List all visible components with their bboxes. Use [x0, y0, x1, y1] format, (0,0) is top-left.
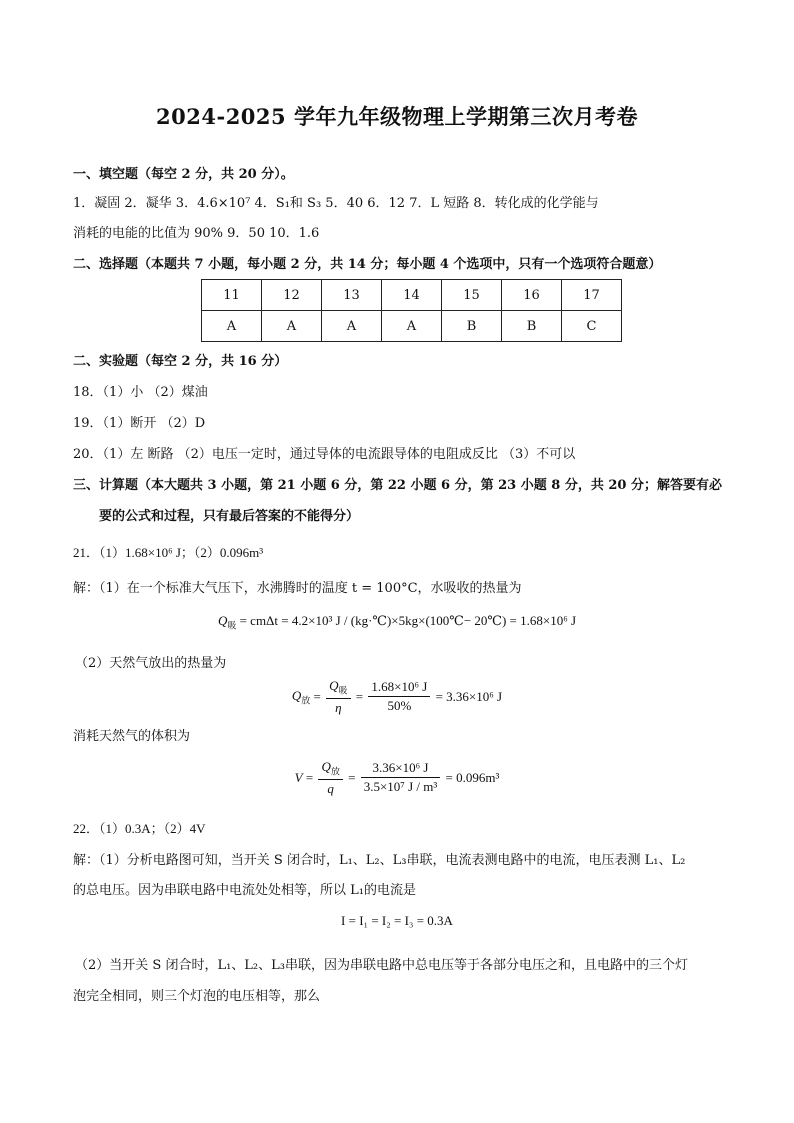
- table-cell: C: [562, 311, 622, 342]
- eq-result: = 0.096m³: [445, 769, 500, 785]
- table-cell: A: [382, 311, 442, 342]
- section-calc-heading-line-1: 三、计算题（本大题共 3 小题，第 21 小题 6 分，第 22 小题 6 分，第 23 小题 8 分，共 20 分；解答要有必: [73, 478, 722, 493]
- equation-current: I = I₁ = I₂ = I₃ = 0.3A: [341, 913, 453, 928]
- eq-rhs: = cmΔt = 4.2×10³ J / (kg·℃)×5kg×(100℃− 20℃) = 1.68×10⁶ J: [236, 613, 577, 628]
- table-cell: 11: [202, 280, 262, 311]
- eq-symbol: Q: [321, 759, 331, 774]
- table-cell: A: [262, 311, 322, 342]
- table-cell: 16: [502, 280, 562, 311]
- eq-symbol: V: [294, 769, 303, 785]
- table-cell: A: [322, 311, 382, 342]
- table-row-answers: [202, 311, 622, 342]
- eq-symbol: Q: [291, 687, 302, 703]
- equation-heat-absorbed: [0, 613, 794, 632]
- q21-solution-intro: 解：（1）在一个标准大气压下，水沸腾时的温度 t = 100°C，水吸收的热量为: [73, 581, 522, 596]
- section-experiment-heading: 二、实验题（每空 2 分，共 16 分）: [73, 354, 288, 369]
- eq-subscript: 放: [301, 695, 311, 706]
- q22-part2-line-1: （2）当开关 S 闭合时，L₁、L₂、L₃串联，因为串联电路中总电压等于各部分电压之和，且电路中的三个灯: [75, 958, 688, 973]
- table-cell: 14: [382, 280, 442, 311]
- eq-denominator: q: [327, 780, 334, 796]
- eq-symbol: Q: [329, 678, 339, 693]
- eq-symbol: Q: [217, 613, 228, 628]
- answer-q21: 21．（1）1.68×10⁶ J；（2）0.096m³: [73, 545, 264, 560]
- eq-denominator: η: [335, 699, 342, 715]
- eq-subscript: 放: [330, 766, 340, 777]
- table-cell: 15: [442, 280, 502, 311]
- answer-q18: 18．（1）小 （2）煤油: [73, 385, 208, 400]
- eq-denominator: 3.5×10⁷ J / m³: [363, 779, 438, 795]
- table-cell: 12: [262, 280, 322, 311]
- answer-q22: 22．（1）0.3A；（2）4V: [73, 821, 206, 836]
- fill-blank-answers-line-1: 1．凝固 2．凝华 3．4.6×10⁷ 4．S₁和 S₃ 5．40 6．12 7．L 短路 8．转化成的化学能与: [73, 196, 599, 211]
- page-title: 2024-2025 学年九年级物理上学期第三次月考卷: [156, 104, 638, 129]
- equation-gas-volume: V = $\frac{Q_放}{q}$ = $\frac{\text{3.36×10⁶ J}}{\text{3.5×10⁷ J / m³}}$ = 0.096m³: [294, 759, 500, 796]
- fraction: [368, 679, 430, 714]
- eq-numerator: 1.68×10⁶ J: [368, 679, 430, 697]
- eq-subscript: 吸: [227, 620, 237, 631]
- section-calc-heading-line-2: 要的公式和过程，只有最后答案的不能得分）: [99, 509, 360, 524]
- table-row-numbers: [202, 280, 622, 311]
- q22-solution-line-2: 的总电压。因为串联电路中电流处处相等，所以 L₁的电流是: [73, 883, 416, 898]
- fill-blank-answers-line-2: 消耗的电能的比值为 90% 9．50 10．1.6: [73, 226, 320, 241]
- eq-numerator: 3.36×10⁶ J: [361, 760, 441, 778]
- answer-q19: 19．（1）断开 （2）D: [73, 416, 206, 431]
- q22-solution-line-1: 解：（1）分析电路图可知，当开关 S 闭合时，L₁、L₂、L₃串联，电流表测电路中的电流，电压表测 L₁、L₂: [73, 853, 686, 868]
- section-choice-heading: 二、选择题（本题共 7 小题，每小题 2 分，共 14 分；每小题 4 个选项中，只有一个选项符合题意）: [73, 257, 662, 272]
- eq-result: = 3.36×10⁶ J: [435, 688, 503, 704]
- fraction: [326, 678, 350, 716]
- eq-denominator: 50%: [387, 698, 412, 714]
- fraction: [318, 759, 342, 797]
- table-cell: 17: [562, 280, 622, 311]
- choice-answer-table: [201, 279, 622, 342]
- q22-part2-line-2: 泡完全相同，则三个灯泡的电压相等，那么: [73, 989, 321, 1004]
- section-fill-blank-heading: 一、填空题（每空 2 分，共 20 分）。: [73, 167, 294, 182]
- equation-heat-released: $Q_放$ = $\frac{Q_吸}{\eta}$ = $\frac{\text{1.68×10⁶ J}}{50\%}$ = 3.36×10⁶ J: [291, 678, 503, 715]
- table-cell: B: [442, 311, 502, 342]
- eq-subscript: 吸: [338, 685, 348, 696]
- q21-part3-intro: 消耗天然气的体积为: [73, 729, 191, 744]
- table-cell: 13: [322, 280, 382, 311]
- answer-q20: 20．（1）左 断路 （2）电压一定时，通过导体的电流跟导体的电阻成反比 （3）不可以: [73, 447, 576, 462]
- table-cell: A: [202, 311, 262, 342]
- fraction: [361, 760, 441, 795]
- table-cell: B: [502, 311, 562, 342]
- q21-part2-intro: （2）天然气放出的热量为: [75, 656, 227, 671]
